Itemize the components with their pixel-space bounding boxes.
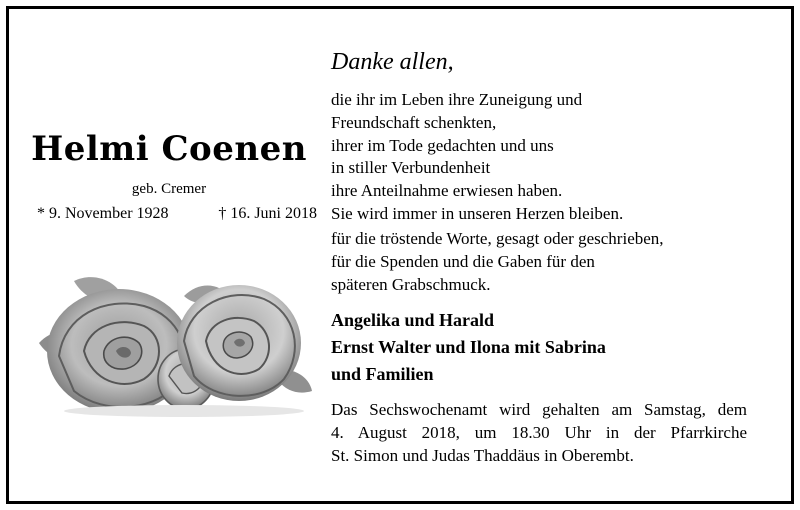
death-date: † 16. Juni 2018	[218, 205, 317, 222]
thanks-heading: Danke allen,	[331, 49, 454, 75]
birth-date: * 9. November 1928	[37, 205, 169, 222]
verse-line: für die tröstende Worte, gesagt oder geschrieben,	[331, 229, 664, 248]
gratitude-verse	[331, 228, 664, 296]
verse-line: Freundschaft schenkten,	[331, 112, 497, 132]
mass-notice	[331, 399, 747, 467]
notice-line: 4. August 2018, um 18.30 Uhr in der Pfarrkirche	[331, 422, 747, 442]
signer-line: Ernst Walter und Ilona mit Sabrina	[331, 337, 606, 357]
notice-line: St. Simon und Judas Thaddäus in Oberembt.	[331, 445, 634, 465]
signer-line: Angelika und Harald	[331, 310, 495, 330]
verse-line: späteren Grabschmuck.	[331, 274, 491, 294]
roses-image	[34, 271, 314, 421]
verse-line: in stiller Verbundenheit	[331, 158, 491, 178]
family-signers	[331, 307, 606, 388]
verse-line: Sie wird immer in unseren Herzen bleiben.	[331, 203, 624, 223]
verse-line: die ihr im Leben ihre Zuneigung und	[331, 90, 583, 109]
maiden-name: geb. Cremer	[131, 181, 207, 197]
message-panel	[329, 9, 769, 501]
thanks-verse	[331, 89, 623, 226]
verse-line: ihrer im Tode gedachten und uns	[331, 135, 554, 155]
verse-line: für die Spenden und die Gaben für den	[331, 251, 595, 271]
deceased-panel	[9, 9, 329, 501]
deceased-name: Helmi Coenen	[31, 129, 307, 169]
notice-line: Das Sechswochenamt wird gehalten am Samstag, dem	[331, 400, 747, 419]
obituary-card	[6, 6, 794, 504]
signer-line: und Familien	[331, 364, 434, 384]
verse-line: ihre Anteilnahme erwiesen haben.	[331, 181, 563, 201]
